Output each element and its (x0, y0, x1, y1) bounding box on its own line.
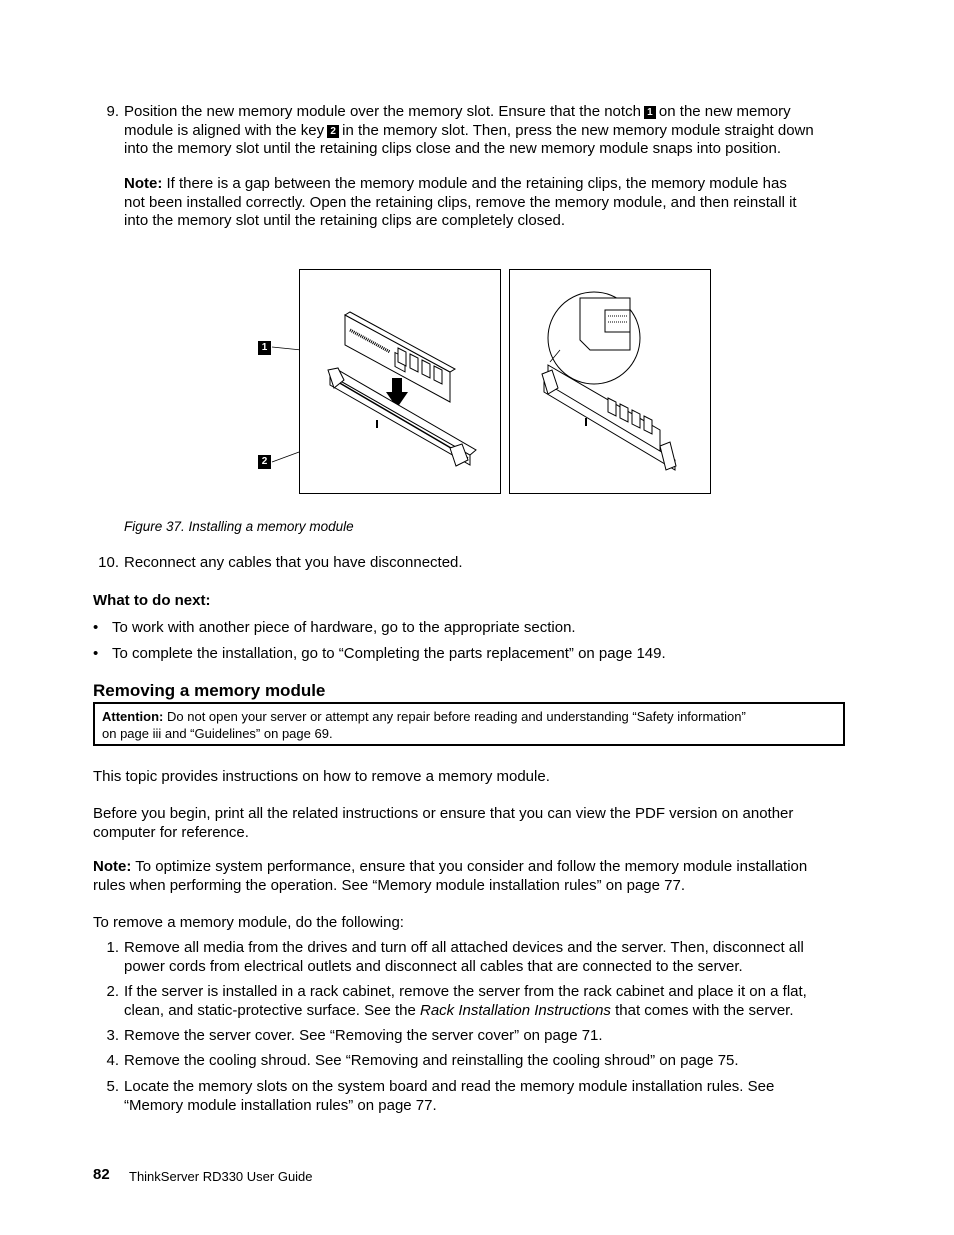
attention-label: Attention: (102, 709, 164, 724)
step-3-text: Remove the server cover. See “Removing the server cover” on page 71. (124, 1027, 603, 1044)
rack-instructions-title: Rack Installation Instructions (420, 1001, 611, 1019)
memory-module-insert-illustration (300, 270, 500, 493)
step-9-line-2a: module is aligned with the key (124, 121, 325, 139)
step-5-line-1: Locate the memory slots on the system board and read the memory module installation rules. See (124, 1078, 775, 1095)
callout-badge-2: 2 (327, 125, 339, 138)
attention-box (93, 702, 845, 746)
step-5-text (124, 1078, 774, 1115)
step-9-line-2b: in the memory slot. Then, press the new memory module straight down (342, 121, 814, 139)
before-line-2: computer for reference. (93, 823, 249, 841)
bullet-dot: • (93, 645, 99, 662)
note-line-1: If there is a gap between the memory module and the retaining clips, the memory module has (166, 175, 787, 192)
step-2-line-2a: clean, and static-protective surface. See the (124, 1001, 420, 1019)
figure-callout-2: 2 (258, 455, 271, 469)
step-9-line-1b: on the new memory (658, 103, 791, 120)
figure-panel-insert (299, 269, 501, 494)
note-label: Note: (124, 175, 163, 192)
figure-callout-1: 1 (258, 341, 271, 355)
step-2-number: 2. (106, 983, 119, 1000)
install-note (124, 175, 854, 231)
intro-text: This topic provides instructions on how to remove a memory module. (93, 768, 550, 785)
step-2-line-1: If the server is installed in a rack cabinet, remove the server from the rack cabinet and place it on a flat, (124, 983, 807, 1000)
performance-note-line-1: To optimize system performance, ensure that you consider and follow the memory module installation (135, 858, 808, 875)
figure-caption: Figure 37. Installing a memory module (124, 519, 354, 534)
step-10-text: Reconnect any cables that you have disconnected. (124, 554, 463, 571)
note-line-3: into the memory slot until the retaining clips are completely closed. (124, 212, 566, 229)
figure-panel-installed (509, 269, 711, 494)
before-begin-text (93, 805, 793, 842)
attention-line-2: on page iii and “Guidelines” on page 69. (102, 726, 333, 741)
step-9-number: 9. (106, 103, 119, 120)
step-5-line-2: “Memory module installation rules” on page 77. (124, 1096, 437, 1114)
todo-text: To remove a memory module, do the following: (93, 914, 404, 931)
section-title: Removing a memory module (93, 681, 326, 700)
step-1-line-1: Remove all media from the drives and turn off all attached devices and the server. Then, disconnect all (124, 939, 804, 956)
performance-note-line-2: rules when performing the operation. See “Memory module installation rules” on page 77. (93, 876, 685, 894)
before-line-1: Before you begin, print all the related instructions or ensure that you can view the PDF version on another (93, 805, 794, 822)
step-4-text: Remove the cooling shroud. See “Removing and reinstalling the cooling shroud” on page 75. (124, 1052, 739, 1069)
step-5-number: 5. (106, 1078, 119, 1095)
note-line-2: not been installed correctly. Open the retaining clips, remove the memory module, and then reinstall it (124, 193, 797, 211)
callout-badge-1: 1 (644, 106, 656, 119)
step-9-text (124, 103, 854, 159)
step-9-line-1a: Position the new memory module over the memory slot. Ensure that the notch (124, 103, 641, 120)
memory-module-installed-illustration (510, 270, 710, 493)
bullet-dot: • (93, 619, 99, 636)
step-2-text (124, 983, 807, 1020)
next-bullet-1: To work with another piece of hardware, go to the appropriate section. (112, 619, 576, 636)
page-number: 82 (93, 1166, 110, 1183)
step-4-number: 4. (106, 1052, 119, 1069)
step-2-line-2b: that comes with the server. (610, 1001, 794, 1019)
footer-title: ThinkServer RD330 User Guide (129, 1169, 313, 1184)
step-1-number: 1. (106, 939, 119, 956)
step-1-line-2: power cords from electrical outlets and disconnect all cables that are connected to the server. (124, 957, 743, 975)
note-label-2: Note: (93, 858, 132, 875)
what-next-heading: What to do next: (93, 592, 211, 609)
step-3-number: 3. (106, 1027, 119, 1044)
step-10-number: 10. (98, 554, 119, 571)
step-9-line-3: into the memory slot until the retaining clips close and the new memory module snaps into position. (124, 140, 782, 157)
step-1-text (124, 939, 804, 976)
performance-note (93, 858, 807, 895)
next-bullet-2: To complete the installation, go to “Completing the parts replacement” on page 149. (112, 645, 666, 662)
attention-line-1: Do not open your server or attempt any repair before reading and understanding “Safety information” (167, 709, 746, 724)
